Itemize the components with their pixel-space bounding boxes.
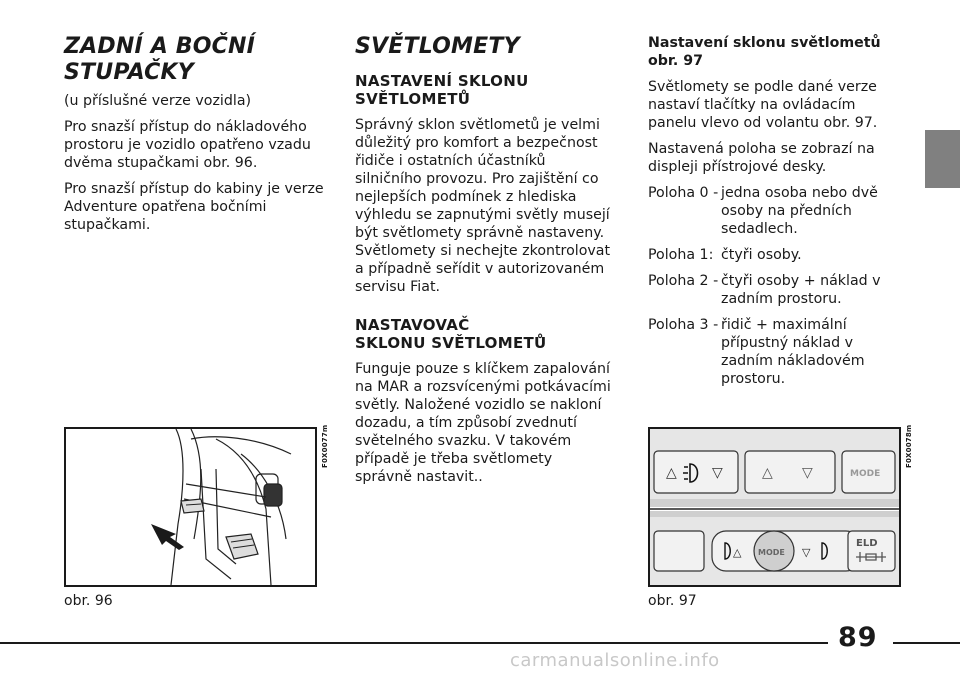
right-column bbox=[648, 34, 906, 396]
position-item: Poloha 0 - jedna osoba nebo dvě osoby na předních sedadlech. bbox=[648, 185, 878, 237]
subheading-tilt-adjuster: NASTAVOVAČ SKLONU SVĚTLOMETŮ bbox=[355, 316, 547, 352]
rear-steps-illustration bbox=[66, 429, 315, 585]
subheading-headlight-tilt: NASTAVENÍ SKLONU SVĚTLOMETŮ bbox=[355, 72, 529, 108]
left-column bbox=[64, 34, 326, 242]
svg-text:▽: ▽ bbox=[802, 465, 813, 481]
steps-paragraph-1: Pro snazší přístup do nákladového prostoru je vozidlo opatřeno vzadu dvěma stupačkami obr. 96. bbox=[64, 119, 311, 171]
svg-text:△: △ bbox=[762, 465, 773, 481]
figure-caption-97: obr. 97 bbox=[648, 593, 697, 609]
headlights-paragraph-2: Funguje pouze s klíčkem zapalování na MAR a rozsvícenými potkávacími světly. Naložené vozidlo se nakloní dozadu, a tím způsobí zvednutí světelného svazku. V takovém případě je třeba světlomety správně nastavit.. bbox=[355, 361, 611, 485]
bottom-rule-left bbox=[0, 642, 828, 644]
position-item: Poloha 3 - řidič + maximální přípustný náklad v zadním nákladovém prostoru. bbox=[648, 317, 865, 387]
figure-rear-steps bbox=[64, 427, 317, 587]
setting-paragraph-1: Světlomety se podle dané verze nastaví tlačítky na ovládacím panelu vlevo od volantu obr. 97. bbox=[648, 79, 878, 131]
position-item: Poloha 2 - čtyři osoby + náklad v zadním prostoru. bbox=[648, 273, 881, 307]
setting-paragraph-2: Nastavená poloha se zobrazí na displeji přístrojové desky. bbox=[648, 141, 875, 175]
page-number: 89 bbox=[838, 622, 878, 653]
steps-paragraph-2: Pro snazší přístup do kabiny je verze Adventure opatřena bočními stupačkami. bbox=[64, 181, 324, 233]
footer-watermark: carmanualsonline.info bbox=[510, 650, 720, 671]
subheading-tilt-setting: Nastavení sklonu světlometů obr. 97 bbox=[648, 35, 881, 69]
mode-label-top: MODE bbox=[850, 469, 881, 479]
eld-label: ELD bbox=[856, 538, 878, 549]
position-list bbox=[648, 184, 906, 388]
section-title-steps: ZADNÍ A BOČNÍ STUPAČKY bbox=[64, 34, 255, 85]
mode-label-dial: MODE bbox=[758, 548, 785, 557]
figure-code-96: F0X0077m bbox=[321, 424, 329, 468]
svg-text:△: △ bbox=[666, 465, 677, 481]
chapter-tab bbox=[925, 130, 960, 188]
section-title-headlights: SVĚTLOMETY bbox=[355, 34, 520, 59]
version-note: (u příslušné verze vozidla) bbox=[64, 93, 252, 109]
figure-control-panel bbox=[648, 427, 901, 587]
headlights-paragraph-1: Správný sklon světlometů je velmi důležitý pro komfort a bezpečnost řidiče i ostatních účastníků silničního provozu. Pro zajištění co nejlepších podmínek z hlediska výhledu se zapnutými světly musejí být světlomety správně nastaveny. Světlomety si nechejte zkontrolovat a případně seřídit v autorizovaném servisu Fiat. bbox=[355, 117, 611, 295]
svg-text:▽: ▽ bbox=[712, 465, 723, 481]
differential-lock-icon bbox=[856, 552, 886, 562]
svg-text:△: △ bbox=[733, 546, 742, 559]
figure-code-97: F0X0078m bbox=[905, 424, 913, 468]
middle-column bbox=[355, 34, 613, 494]
control-panel-illustration bbox=[650, 429, 899, 585]
figure-caption-96: obr. 96 bbox=[64, 593, 113, 609]
bottom-rule-right bbox=[893, 642, 960, 644]
svg-text:▽: ▽ bbox=[802, 546, 811, 559]
position-item: Poloha 1: čtyři osoby. bbox=[648, 247, 802, 263]
arrow-icon bbox=[151, 524, 184, 550]
